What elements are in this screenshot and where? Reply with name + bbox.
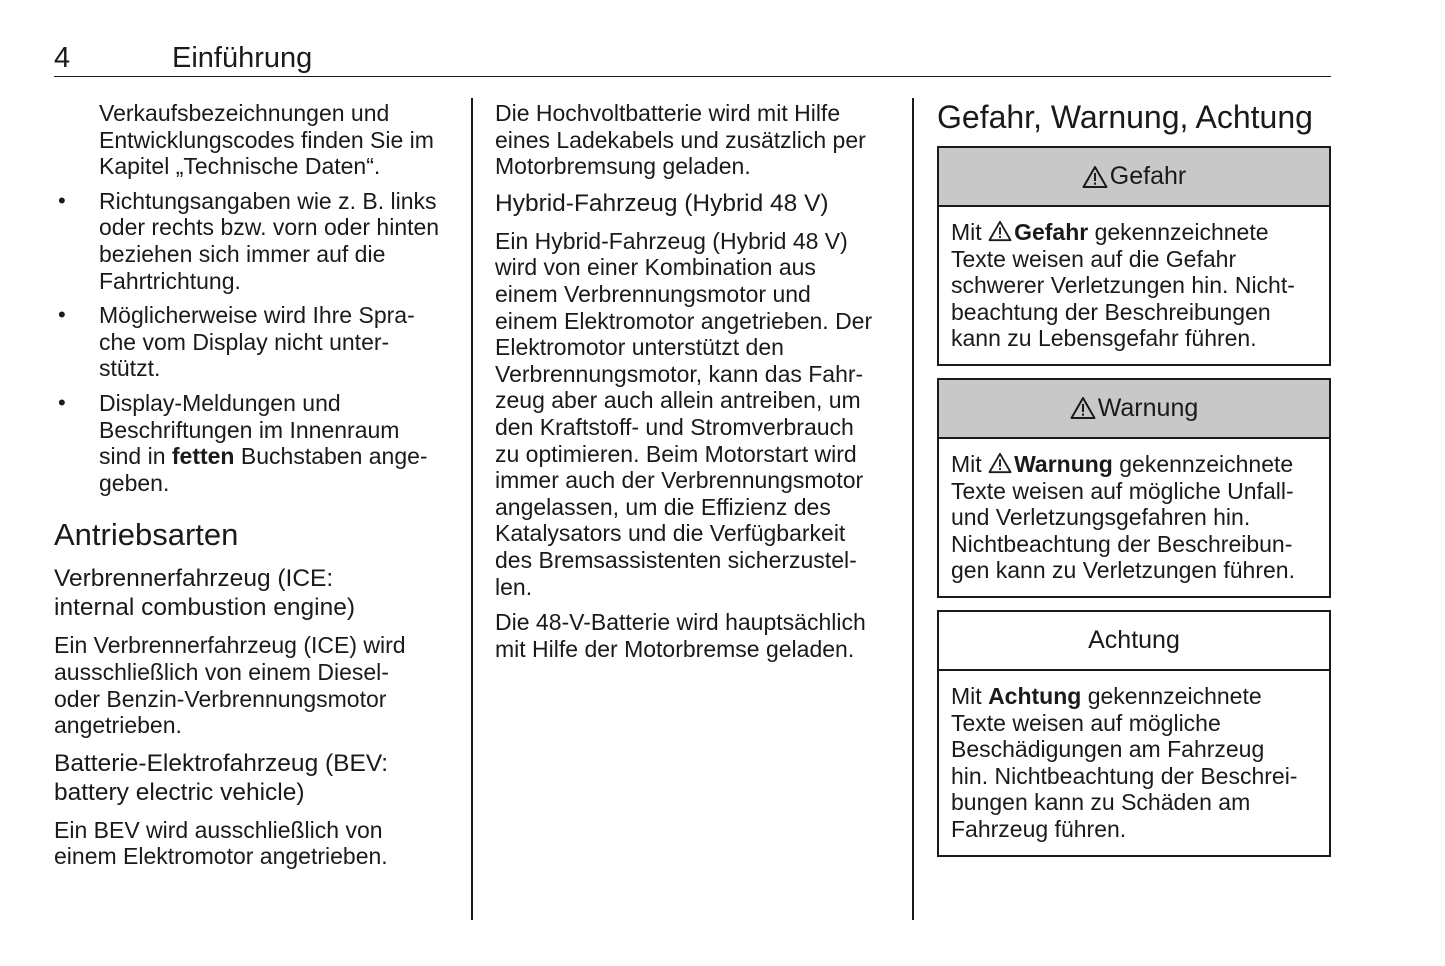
text-line: Motorbremsung geladen. bbox=[495, 153, 751, 180]
intro-continuation bbox=[54, 100, 454, 180]
bold-term: Achtung bbox=[988, 682, 1082, 709]
bullet-list bbox=[54, 188, 454, 497]
text-line: Beschädigungen am Fahrzeug bbox=[951, 736, 1265, 763]
achtung-box-body bbox=[939, 671, 1329, 855]
text-line: Nichtbeachtung der Beschreibun- bbox=[951, 530, 1293, 557]
subheading-ice bbox=[54, 564, 454, 622]
text-fragment: gekennzeichnete bbox=[1088, 219, 1269, 245]
text-line: einem Elektromotor angetrieben. Der bbox=[495, 307, 873, 334]
text-fragment: Mit bbox=[951, 219, 989, 245]
text-line: einem Verbrennungsmotor und bbox=[495, 280, 811, 307]
text-line: kann zu Lebensgefahr führen. bbox=[951, 325, 1257, 352]
text-fragment: Mit bbox=[951, 450, 989, 477]
warning-triangle-icon bbox=[1070, 396, 1096, 420]
text-line: Ein BEV wird ausschließlich von bbox=[54, 816, 383, 843]
text-line: schwerer Verletzungen hin. Nicht- bbox=[951, 272, 1295, 299]
text-line: Die Hochvoltbatterie wird mit Hilfe bbox=[495, 100, 841, 126]
text-line: stützt. bbox=[99, 355, 161, 382]
warnung-label: Warnung bbox=[1097, 394, 1199, 423]
bullet-icon: • bbox=[58, 187, 66, 213]
bold-term: Gefahr bbox=[1014, 219, 1089, 245]
subheading-hybrid: Hybrid-Fahrzeug (Hybrid 48 V) bbox=[495, 189, 829, 217]
text-line: Texte weisen auf mögliche bbox=[951, 709, 1221, 736]
gefahr-box bbox=[937, 146, 1331, 366]
page-header bbox=[54, 40, 1331, 77]
section-heading-antriebsarten: Antriebsarten bbox=[54, 517, 239, 553]
text-fragment: gekennzeichnete bbox=[1081, 682, 1262, 709]
achtung-box-header bbox=[939, 612, 1329, 671]
text-line: zeug aber auch allein antreiben, um bbox=[495, 387, 861, 414]
text-line: len. bbox=[495, 573, 533, 600]
text-line: Display-Meldungen und bbox=[99, 389, 341, 416]
text-line: Kapitel „Technische Daten“. bbox=[99, 153, 381, 180]
column-right bbox=[937, 100, 1331, 869]
text-line: Elektromotor unterstützt den bbox=[495, 334, 784, 361]
text-fragment: sind in bbox=[99, 443, 172, 470]
paragraph-ice bbox=[54, 632, 454, 738]
text-line: angelassen, um die Effizienz des bbox=[495, 493, 831, 520]
text-line: Fahrtrichtung. bbox=[99, 267, 241, 294]
text-line: Ein Hybrid-Fahrzeug (Hybrid 48 V) bbox=[495, 227, 848, 254]
text-line: Verbrennungsmotor, kann das Fahr- bbox=[495, 360, 864, 387]
bullet-icon: • bbox=[58, 389, 66, 415]
bold-term: fetten bbox=[171, 443, 235, 470]
text-line: Ein Verbrennerfahrzeug (ICE) wird bbox=[54, 632, 406, 659]
text-line: Die 48-V-Batterie wird hauptsächlich bbox=[495, 609, 866, 636]
text-line: gen kann zu Verletzungen führen. bbox=[951, 557, 1295, 584]
chapter-title: Einführung bbox=[172, 42, 313, 74]
heading-line: Verbrennerfahrzeug (ICE: bbox=[54, 565, 334, 593]
text-line: ausschließlich von einem Diesel- bbox=[54, 658, 389, 685]
text-line: Texte weisen auf die Gefahr bbox=[951, 245, 1237, 272]
warnung-box-header bbox=[939, 380, 1329, 439]
warning-triangle-icon bbox=[988, 452, 1012, 474]
gefahr-box-body bbox=[939, 207, 1329, 364]
text-line: Texte weisen auf mögliche Unfall- bbox=[951, 477, 1294, 504]
section-heading-safety: Gefahr, Warnung, Achtung bbox=[937, 99, 1313, 135]
text-line: Fahrzeug führen. bbox=[951, 815, 1127, 842]
gefahr-label: Gefahr bbox=[1109, 162, 1187, 191]
text-line: beziehen sich immer auf die bbox=[99, 240, 386, 267]
warning-triangle-icon bbox=[1082, 165, 1108, 189]
text-line: Beschriftungen im Innenraum bbox=[99, 416, 400, 443]
bold-term: Warnung bbox=[1014, 450, 1113, 477]
warning-triangle-icon bbox=[988, 220, 1012, 242]
list-item bbox=[54, 188, 454, 294]
text-line: angetrieben. bbox=[54, 712, 182, 739]
achtung-box bbox=[937, 610, 1331, 857]
text-line: und Verletzungsgefahren hin. bbox=[951, 504, 1251, 531]
text-fragment: Buchstaben ange- bbox=[234, 443, 428, 470]
text-line: bungen kann zu Schäden am bbox=[951, 789, 1251, 816]
heading-line: Batterie-Elektrofahrzeug (BEV: bbox=[54, 749, 389, 777]
warnung-box bbox=[937, 378, 1331, 598]
text-line: oder Benzin-Verbrennungsmotor bbox=[54, 685, 387, 712]
text-line: zu optimieren. Beim Motorstart wird bbox=[495, 440, 857, 467]
column-divider bbox=[471, 98, 473, 920]
text-line: einem Elektromotor angetrieben. bbox=[54, 843, 388, 870]
text-line: Verkaufsbezeichnungen und bbox=[99, 100, 390, 126]
text-line: den Kraftstoff- und Stromverbrauch bbox=[495, 413, 854, 440]
list-item bbox=[54, 390, 454, 496]
paragraph-48v bbox=[495, 609, 900, 662]
text-line: hin. Nichtbeachtung der Beschrei- bbox=[951, 762, 1298, 789]
text-line: Entwicklungscodes finden Sie im bbox=[99, 126, 434, 153]
column-left bbox=[54, 100, 454, 879]
text-line: beachtung der Beschreibungen bbox=[951, 298, 1271, 325]
paragraph-bev bbox=[54, 817, 454, 870]
text-line: wird von einer Kombination aus bbox=[495, 254, 816, 281]
text-line: oder rechts bzw. vorn oder hinten bbox=[99, 214, 440, 241]
text-line: immer auch der Verbrennungsmotor bbox=[495, 467, 864, 494]
text-line: eines Ladekabels und zusätzlich per bbox=[495, 126, 866, 153]
text-line: Richtungsangaben wie z. B. links bbox=[99, 187, 437, 214]
column-divider bbox=[912, 98, 914, 920]
warnung-box-body bbox=[939, 439, 1329, 596]
text-fragment: Mit bbox=[951, 682, 989, 709]
text-line: Möglicherweise wird Ihre Spra- bbox=[99, 302, 415, 329]
page-number: 4 bbox=[54, 42, 71, 74]
text-line: che vom Display nicht unter- bbox=[99, 328, 390, 355]
text-line: geben. bbox=[99, 469, 170, 496]
text-line: des Bremsassistenten sicherzustel- bbox=[495, 546, 857, 573]
achtung-label: Achtung bbox=[1088, 626, 1180, 655]
paragraph-hochvolt bbox=[495, 100, 900, 180]
text-line: mit Hilfe der Motorbremse geladen. bbox=[495, 635, 855, 662]
paragraph-hybrid bbox=[495, 228, 900, 600]
list-item bbox=[54, 302, 454, 382]
gefahr-box-header bbox=[939, 148, 1329, 207]
subheading-bev bbox=[54, 749, 454, 807]
column-middle bbox=[495, 100, 900, 671]
text-fragment: gekennzeichnete bbox=[1112, 450, 1294, 477]
heading-line: battery electric vehicle) bbox=[54, 778, 305, 806]
heading-line: internal combustion engine) bbox=[54, 594, 355, 622]
text-line: Katalysators und die Verfügbarkeit bbox=[495, 520, 846, 547]
bullet-icon: • bbox=[58, 302, 66, 328]
